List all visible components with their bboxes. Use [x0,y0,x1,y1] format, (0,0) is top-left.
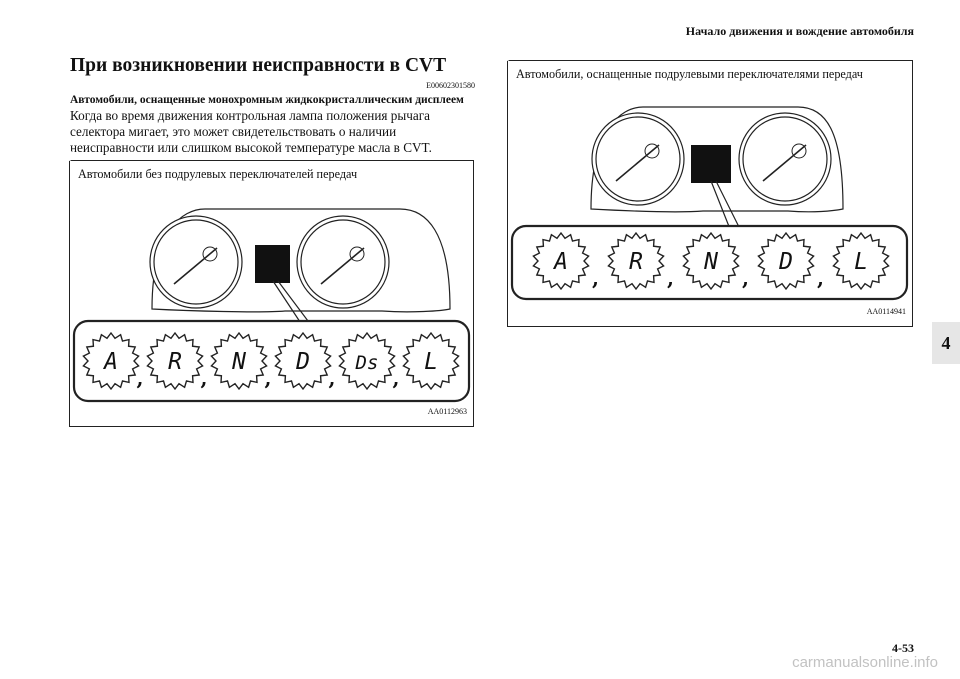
figure-code: AA0114941 [866,307,906,316]
gauge-dial [596,117,680,201]
cluster-illustration-2 [504,50,914,328]
section-title: При возникновении неисправности в CVT [70,55,447,76]
section-body: Когда во время движения контрольная лампа положения рычага селектора мигает, это может свидетельствовать о наличии неисправности или слишком высокой температуре масла в CVT. [70,108,432,155]
watermark-text: carmanualsonline.info [792,654,938,671]
gauge-dial [743,117,827,201]
gear-letter: R [168,349,182,375]
gear-letter: D [296,349,310,375]
gear-separator: , [742,266,749,290]
gear-letter: N [232,349,246,375]
gear-letter: A [554,249,568,275]
lcd-display [255,245,290,283]
gear-letter: Ds [355,352,379,374]
cluster-illustration-1 [66,150,475,428]
gear-separator: , [392,366,400,390]
figure-caption: Автомобили, оснащенные подрулевыми переключателями передач [516,67,863,81]
page-number: 4-53 [892,641,914,655]
section-subheading: Автомобили, оснащенные монохромным жидкокристаллическим дисплеем [70,94,464,106]
gear-separator: , [264,366,272,390]
gear-letter: L [854,249,868,275]
figure-with-paddles [504,50,913,327]
gear-separator: , [200,366,208,390]
gauge-dial [301,220,385,304]
gear-separator: , [592,266,599,290]
gear-separator: , [136,366,144,390]
lcd-display [691,145,731,183]
running-header: Начало движения и вождение автомобиля [685,24,914,38]
figure-code: AA0112963 [427,407,467,416]
gear-separator: , [817,266,824,290]
gear-letter: N [704,249,718,275]
gear-letter: A [104,349,118,375]
gauge-dial [154,220,238,304]
figure-caption: Автомобили без подрулевых переключателей передач [78,167,358,181]
section-code: E00602301580 [426,81,475,90]
gear-letter: D [779,249,793,275]
gear-separator: , [667,266,674,290]
lcd-gear-indicator: D [66,150,74,165]
lcd-gear-indicator: D [504,50,512,65]
gear-letter: R [629,249,643,275]
chapter-tab: 4 [932,322,960,364]
gear-letter: L [424,349,438,375]
figure-no-paddles [66,150,474,427]
gear-separator: , [328,366,336,390]
